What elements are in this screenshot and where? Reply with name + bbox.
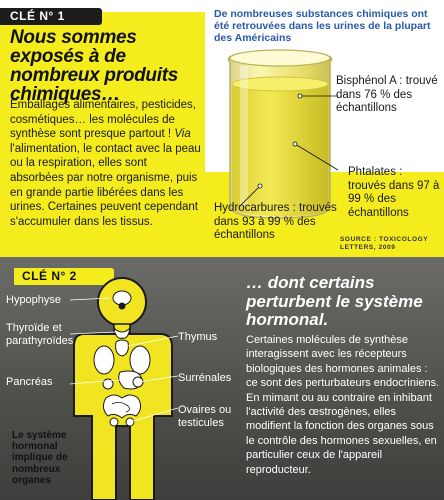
figure-caption: Le système hormonal implique de nombreux organes bbox=[12, 430, 68, 486]
key2-body: Certaines molécules de synthèse interagissent avec les récepteurs biologiques des hormones animales : ce sont des perturbateurs endocriniens. En mimant ou au contraire en inhibant l'activité des œstrogènes, elles modifient la fonction des organes sous le contrôle des hormones sexuelles, en particulier ceux de l'appareil reproducteur. bbox=[246, 334, 440, 476]
label-hypophyse: Hypophyse bbox=[6, 294, 62, 306]
beaker-illustration bbox=[220, 46, 340, 226]
label-thymus: Thymus bbox=[178, 331, 218, 343]
key1-body bbox=[10, 98, 202, 229]
label-surrenales: Surrénales bbox=[178, 372, 232, 384]
label-thyroide: Thyroïde et parathyroïdes bbox=[6, 322, 74, 347]
callout-phtalates: Phtalates : trouvés dans 97 à 99 % des échantillons bbox=[348, 166, 440, 219]
callout-bisphenol: Bisphénol A : trouvé dans 76 % des échantillons bbox=[336, 75, 438, 114]
key2-headline: … dont certains perturbent le système hormonal. bbox=[246, 273, 423, 329]
label-pancreas: Pancréas bbox=[6, 376, 53, 388]
key1-right-title: De nombreuses substances chimiques ont été retrouvées dans les urines de la plupart des Américains bbox=[214, 8, 431, 45]
key1-body-part2: l'alimentation, le contact avec la peau ou la respiration, elles sont absorbées par notre organisme, puis en grande partie libérées dans les urines. Certaines peuvent cependant s'accumuler dans les tissus. bbox=[10, 142, 201, 228]
source-credit: SOURCE : TOXICOLOGY LETTERS, 2009 bbox=[340, 236, 429, 251]
label-ovaires: Ovaires ou testicules bbox=[178, 404, 232, 429]
key1-body-via: Via bbox=[174, 128, 191, 141]
key1-headline: Nous sommes exposés à de nombreux produits chimiques… bbox=[10, 27, 179, 105]
key1-body-part1: Emballages alimentaires, pesticides, cosmétiques… les molécules de synthèse sont presque partout ! bbox=[10, 99, 197, 141]
callout-hydrocarbures: Hydrocarbures : trouvés dans 93 à 99 % des échantillons bbox=[214, 202, 337, 241]
key1-tab: CLÉ N° 1 bbox=[0, 8, 102, 25]
key2-tab: CLÉ N° 2 bbox=[14, 268, 114, 285]
